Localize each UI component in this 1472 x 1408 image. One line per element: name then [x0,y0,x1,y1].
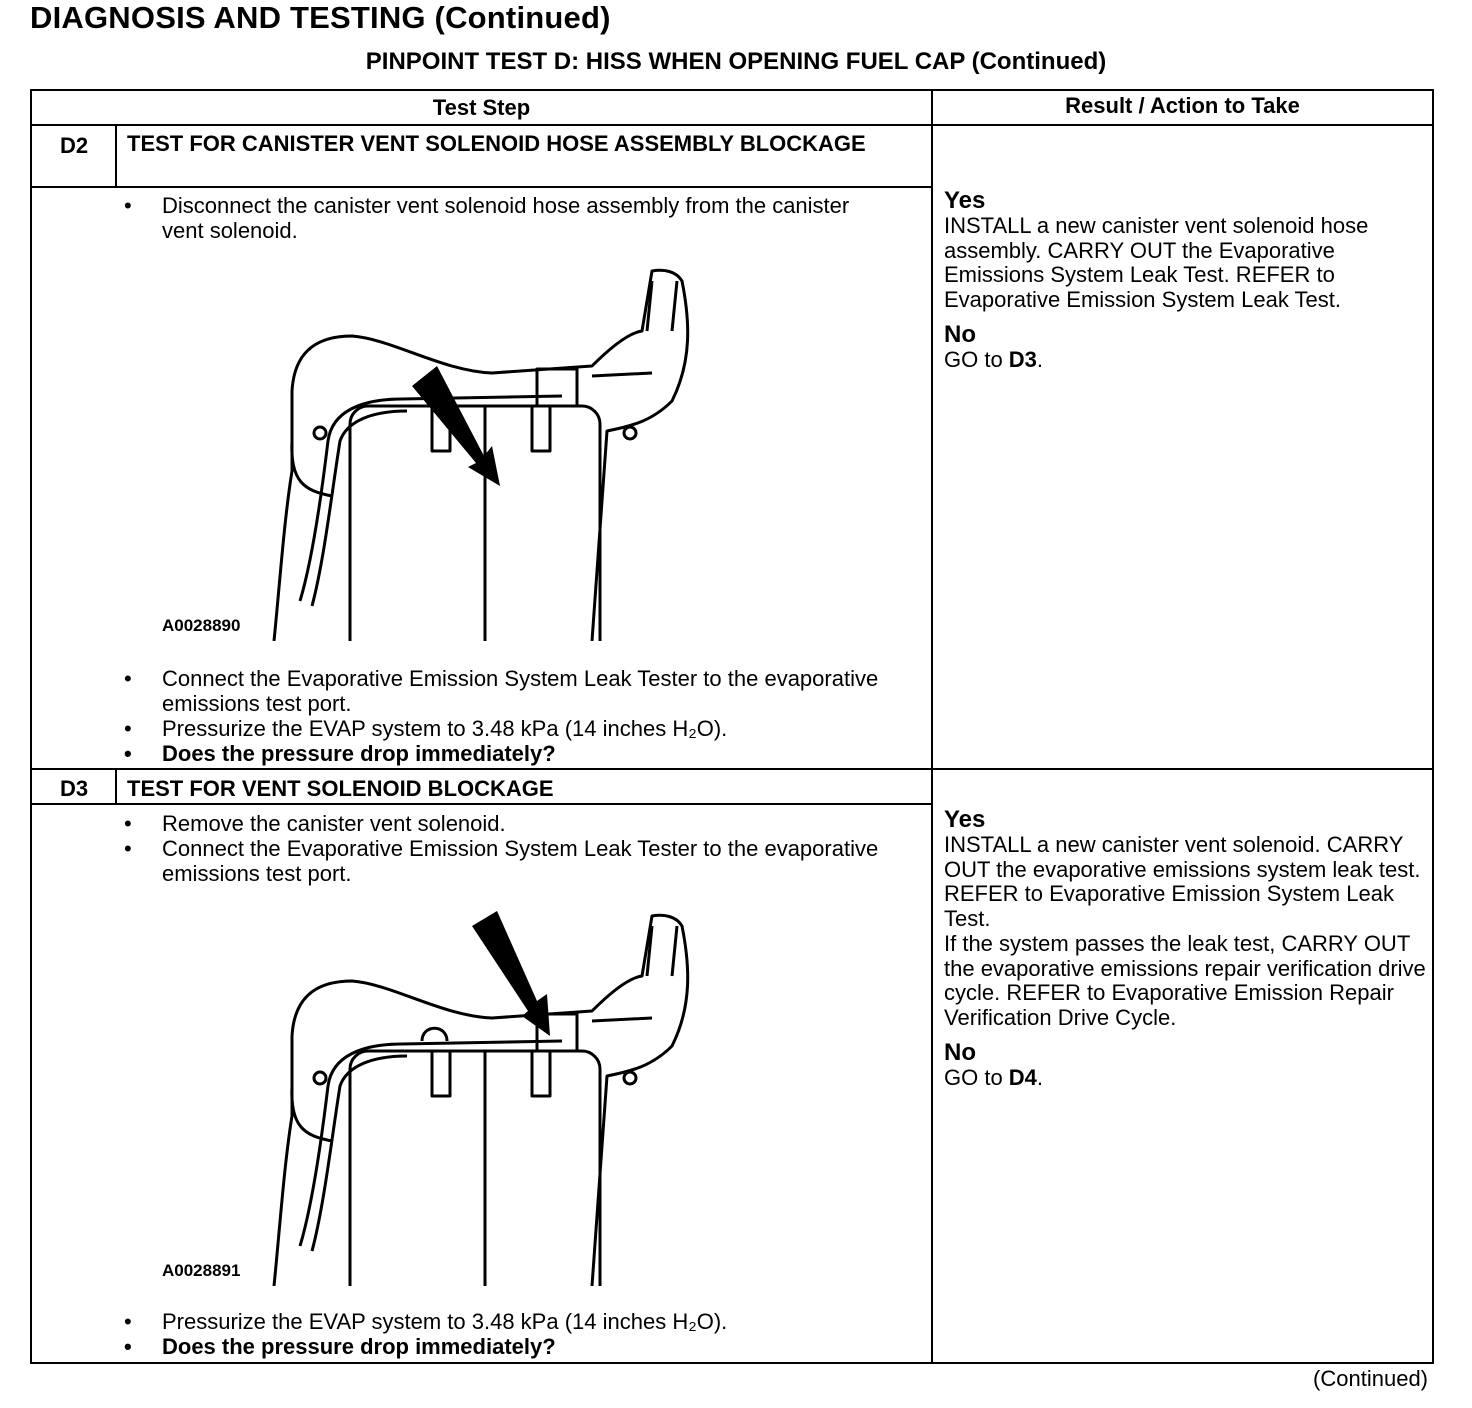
test-table [30,89,1434,1364]
list-item: • Pressurize the EVAP system to 3.48 kPa (14 inches H₂O). [124,1309,884,1334]
page-title: DIAGNOSIS AND TESTING (Continued) [30,0,611,35]
d2-no-label: No [944,320,976,348]
list-item: • Connect the Evaporative Emission System Leak Tester to the evaporative emissions test port. [124,666,884,716]
d3-canister-illustration [232,906,712,1286]
d3-bullets-before [124,811,884,886]
step-id-d3: D3 [59,776,89,801]
d2-result [944,187,1429,373]
list-item: • Does the pressure drop immediately? [124,1334,884,1359]
step-title-d2: TEST FOR CANISTER VENT SOLENOID HOSE ASSEMBLY BLOCKAGE [127,131,866,156]
d2-yes-label: Yes [944,187,986,214]
d2-bullets-before [124,193,884,243]
d2-bullets-after [124,666,884,766]
list-item: • Pressurize the EVAP system to 3.48 kPa (14 inches H₂O). [124,716,884,741]
no-text-prefix: GO to [944,1064,1009,1090]
header-divider [32,124,1432,126]
no-text-prefix: GO to [944,346,1009,372]
d3-no-label: No [944,1038,976,1066]
list-item: • Remove the canister vent solenoid. [124,811,884,836]
column-divider [931,91,933,1362]
d2-no-text [944,348,1429,373]
pointer-arrow-icon [412,366,500,486]
d3-yes-text: INSTALL a new canister vent solenoid. CARRY OUT the evaporative emissions system leak test. REFER to Evaporative Emission System Leak Test. [944,832,1421,932]
figure-label-d2: A0028890 [162,616,241,635]
figure-label-d3: A0028891 [162,1261,241,1280]
no-text-suffix: . [1036,346,1044,372]
row-divider [32,768,1432,770]
d3-goto-link[interactable]: D4 [1008,1064,1037,1090]
d2-title-divider [32,186,931,188]
d2-yes-text: INSTALL a new canister vent solenoid hose assembly. CARRY OUT the Evaporative Emissions System Leak Test. REFER to Evaporative Emission System Leak Test. [944,213,1369,313]
step-title-d3: TEST FOR VENT SOLENOID BLOCKAGE [127,776,554,801]
pinpoint-test-title: PINPOINT TEST D: HISS WHEN OPENING FUEL CAP (Continued) [365,48,1107,75]
header-test-step: Test Step [432,95,531,120]
list-item: • Connect the Evaporative Emission System Leak Tester to the evaporative emissions test port. [124,836,884,886]
d3-yes-label: Yes [944,806,986,833]
continued-footer: (Continued) [1313,1366,1428,1391]
header-result: Result / Action to Take [1065,93,1300,118]
list-item: • Does the pressure drop immediately? [124,741,884,766]
no-text-suffix: . [1036,1064,1044,1090]
d3-title-divider [32,803,931,805]
d3-no-text [944,1066,1429,1091]
d3-yes-text-2: If the system passes the leak test, CARRY OUT the evaporative emissions repair verification drive cycle. REFER to Evaporative Emission Repair Verification Drive Cycle. [944,930,1426,1030]
d2-goto-link[interactable]: D3 [1008,346,1037,372]
d3-result [944,806,1429,1090]
step-id-d2: D2 [59,133,89,158]
list-item: • Disconnect the canister vent solenoid hose assembly from the canister vent solenoid. [124,193,884,243]
d3-bullets-after [124,1309,884,1359]
d2-canister-illustration [232,261,712,641]
